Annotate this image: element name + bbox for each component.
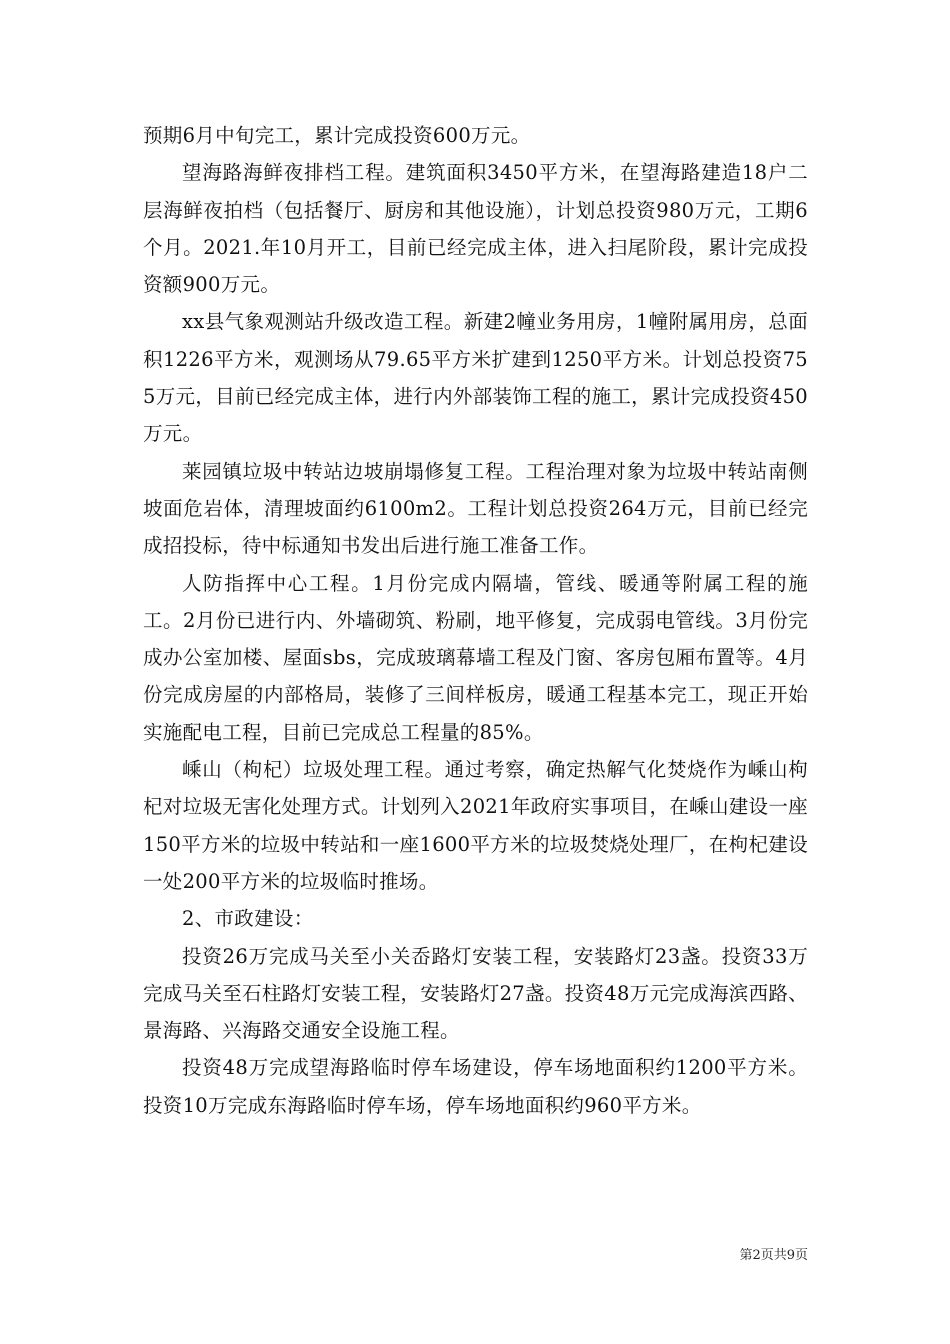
paragraph-street-lights: 投资26万完成马关至小关岙路灯安装工程，安装路灯23盏。投资33万完成马关至石柱路灯安装工程，安装路灯27盏。投资48万元完成海滨西路、景海路、兴海路交通安全设施工程。 [143,944,808,1043]
paragraph-transfer-station-slope: 莱园镇垃圾中转站边坡崩塌修复工程。工程治理对象为垃圾中转站南侧坡面危岩体，清理坡面约6100m2。工程计划总投资264万元，目前已经完成招投标，待中标通知书发出后进行施工准备工作。 [143,459,808,558]
paragraph-continuation: 预期6月中旬完工，累计完成投资600万元。 [143,124,531,147]
section-heading-municipal: 2、市政建设： [182,907,314,931]
paragraph-seafood-night-stalls: 望海路海鲜夜排档工程。建筑面积3450平方米，在望海路建造18户二层海鲜夜拍档（包括餐厅、厨房和其他设施），计划总投资980万元，工期6个月。2021.年10月开工，目前已经完成主体，进入扫尾阶段，累计完成投资额900万元。 [143,161,808,297]
page-number: 第2页共9页 [739,1248,808,1263]
document-body [143,117,808,1124]
paragraph-civil-defense-center: 人防指挥中心工程。1月份完成内隔墙，管线、暖通等附属工程的施工。2月份已进行内、外墙砌筑、粉刷，地平修复，完成弱电管线。3月份完成办公室加楼、屋面sbs，完成玻璃幕墙工程及门窗、客房包厢布置等。4月份完成房屋的内部格局，装修了三间样板房，暖通工程基本完工，现正开始实施配电工程，目前已完成总工程量的85%。 [143,571,808,744]
paragraph-parking-lots: 投资48万完成望海路临时停车场建设，停车场地面积约1200平方米。投资10万完成东海路临时停车场，停车场地面积约960平方米。 [143,1056,808,1117]
paragraph-garbage-treatment: 嵊山（枸杞）垃圾处理工程。通过考察，确定热解气化焚烧作为嵊山枸杞对垃圾无害化处理方式。计划列入2021年政府实事项目，在嵊山建设一座150平方米的垃圾中转站和一座1600平方米的垃圾焚烧处理厂，在枸杞建设一处200平方米的垃圾临时推场。 [143,758,808,893]
paragraph-weather-station: xx县气象观测站升级改造工程。新建2幢业务用房，1幢附属用房，总面积1226平方米，观测场从79.65平方米扩建到1250平方米。计划总投资755万元，目前已经完成主体，进行内外部装饰工程的施工，累计完成投资450万元。 [143,310,808,446]
